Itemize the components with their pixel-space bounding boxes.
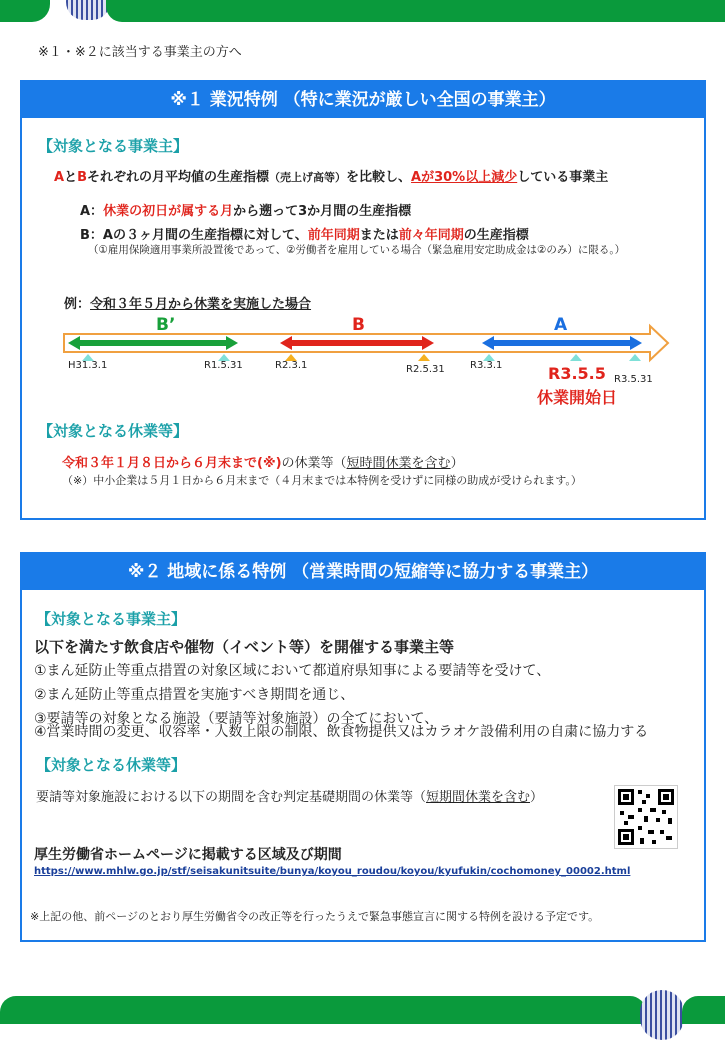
section-2-title-bar: ※２ 地域に係る特例 （営業時間の短縮等に協力する事業主）: [22, 554, 704, 590]
tick-r3-55: [570, 354, 582, 361]
tick-r3-end: [629, 354, 641, 361]
decline-condition: Aが30%以上減少: [411, 170, 518, 185]
header-green-bar-right: [106, 0, 725, 22]
date-r1: R1.5.31: [204, 360, 243, 371]
footer-note: ※上記の他、前ページのとおり厚生労働省令の改正等を行ったうえで緊急事態宣言に関する特例を設ける予定です。: [30, 910, 600, 923]
s1-line-a: A：休業の初日が属する月から遡って3か月間の生産指標: [80, 204, 412, 219]
leave-start-label: 休業開始日: [537, 388, 618, 407]
s1-target-heading: 【対象となる事業主】: [38, 137, 189, 155]
label-b-prime: B’: [156, 315, 176, 335]
header-note: ※１・※２に該当する事業主の方へ: [38, 45, 242, 60]
s1-leave-note: （※）中小企業は５月１日から６月末まで（４月末までは本特例を受けずに同様の助成が受けられます。）: [62, 474, 582, 487]
s2-item-4: ④営業時間の変更、収容率・人数上限の制限、飲食物提供又はカラオケ設備利用の自粛に協力する: [34, 724, 649, 740]
date-r3-start: R3.3.1: [470, 360, 503, 371]
qr-code-icon: [615, 786, 677, 848]
s2-leave-heading: 【対象となる休業等】: [36, 756, 187, 774]
s2-target-heading: 【対象となる事業主】: [36, 610, 187, 628]
mhlw-heading: 厚生労働省ホームページに掲載する区域及び期間: [34, 847, 342, 863]
section-1-title-bar: ※１ 業況特例 （特に業況が厳しい全国の事業主）: [22, 82, 704, 118]
s2-item-1: ①まん延防止等重点措置の対象区域において都道府県知事による要請等を受けて、: [34, 663, 551, 679]
date-r2-end: R2.5.31: [406, 364, 445, 375]
s1-line-b-note: （①雇用保険適用事業所設置後であって、②労働者を雇用している場合（緊急雇用安定助成金は②のみ）に限る。）: [88, 244, 626, 256]
header-stripe-pill: [66, 0, 110, 20]
mhlw-url-link[interactable]: https://www.mhlw.go.jp/stf/seisakunitsuite/bunya/koyou_roudou/koyou/kyufukin/cochomoney_00002.html: [34, 866, 631, 877]
leave-start-date: R3.5.5: [548, 364, 606, 383]
footer-green-bar-right: [682, 996, 725, 1024]
s1-leave-line: 令和３年１月８日から６月末まで(※)の休業等（短時間休業を含む）: [62, 456, 464, 471]
s1-leave-heading: 【対象となる休業等】: [38, 422, 189, 440]
date-r3-end: R3.5.31: [614, 374, 653, 385]
s2-item-3: ③要請等の対象となる施設（要請等対象施設）の全てにおいて、: [34, 711, 439, 727]
date-h31: H31.3.1: [68, 360, 108, 371]
s2-lead: 以下を満たす飲食店や催物（イベント等）を開催する事業主等: [34, 638, 455, 656]
label-b-timeline: B: [352, 315, 365, 335]
label-a-timeline: A: [554, 315, 568, 335]
label-b: B: [77, 170, 87, 185]
s2-leave-line: 要請等対象施設における以下の期間を含む判定基礎期間の休業等（短期間休業を含む）: [36, 790, 544, 805]
s2-item-2: ②まん延防止等重点措置を実施すべき期間を通じ、: [34, 687, 355, 703]
tick-r2-end: [418, 354, 430, 361]
qr-code[interactable]: [614, 785, 678, 849]
footer-green-bar-left: [0, 996, 646, 1024]
footer-stripe-pill: [640, 990, 684, 1040]
s1-line-b: B：Aの３ヶ月間の生産指標に対して、前年同期または前々年同期の生産指標: [80, 228, 529, 243]
date-r2-start: R2.3.1: [275, 360, 308, 371]
s1-criteria-line: AとBそれぞれの月平均値の生産指標（売上げ高等）を比較し、Aが30%以上減少している事業主: [54, 170, 609, 185]
s1-example: 例：令和３年５月から休業を実施した場合: [64, 297, 312, 312]
header-green-bar-left: [0, 0, 50, 22]
label-a: A: [54, 170, 65, 185]
